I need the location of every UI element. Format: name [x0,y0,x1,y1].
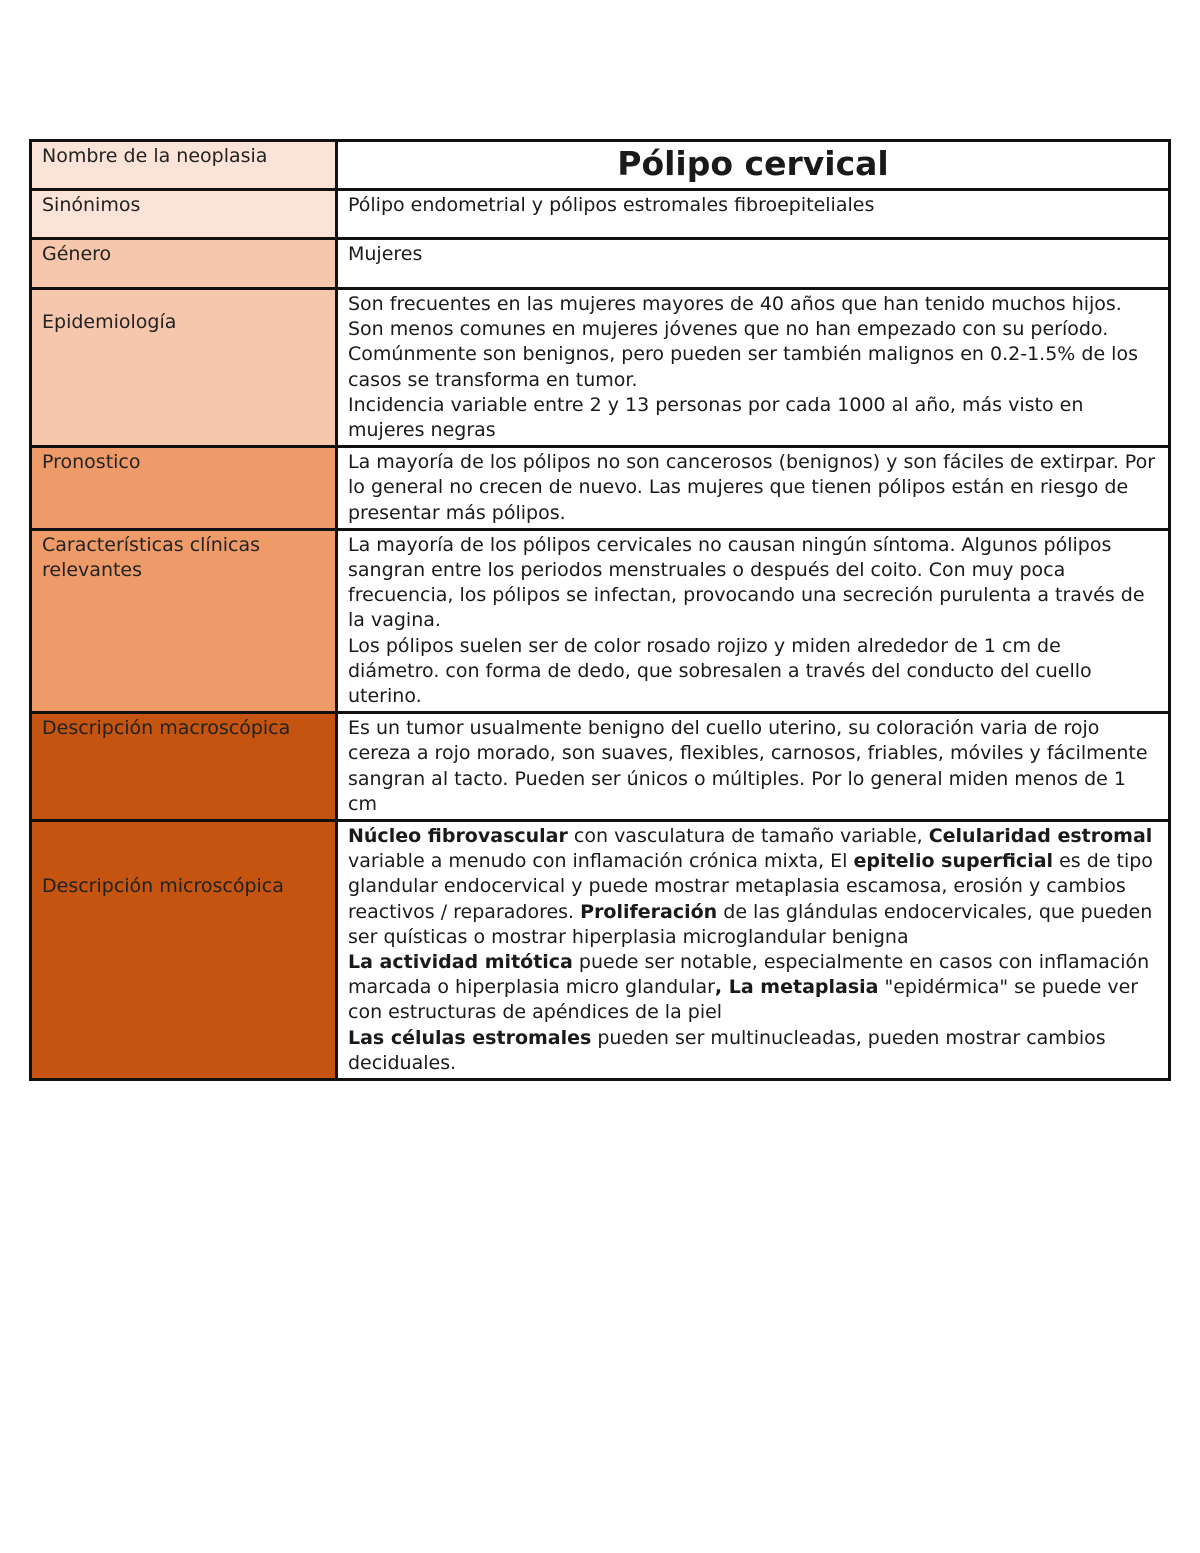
table-row [31,447,1170,530]
table-row [31,289,1170,447]
text-segment: con vasculatura de tamaño variable, [567,825,929,848]
table-row [31,713,1170,821]
table-row [31,821,1170,1080]
row-label-caracteristicas: Características clínicas relevantes [31,529,337,712]
row-value-genero: Mujeres [337,239,1170,289]
row-value-epidemiologia [337,289,1170,447]
text-segment: puede ser notable, especialmente en casos con inflamación marcada o hiperplasia micro glandular [348,951,1150,999]
row-label-epidemiologia: Epidemiología [31,289,337,447]
table-row [31,529,1170,712]
text-segment: "epidérmica" se puede ver con estructuras de apéndices de la piel [348,976,1139,1024]
row-value-pronostico: La mayoría de los pólipos no son cancerosos (benignos) y son fáciles de extirpar. Por lo general no crecen de nuevo. Las mujeres que tienen pólipos están en riesgo de presentar más pólipos. [337,447,1170,530]
text-segment: de las glándulas endocervicales, que pueden ser quísticas o mostrar hiperplasia microglandular benigna [348,900,1153,948]
row-label-nombre: Nombre de la neoplasia [31,141,337,190]
epidemiologia-paragraph: Son frecuentes en las mujeres mayores de 40 años que han tenido muchos hijos. Son menos comunes en mujeres jóvenes que no han empezado con su período. Comúnmente son benignos, pero pueden ser también malignos en 0.2-1.5% de los casos se transforma en tumor. [348,293,1138,391]
neoplasia-table [29,139,1171,1081]
bold-term: Núcleo fibrovascular [348,825,568,848]
text-segment: variable a menudo con inflamación crónica mixta, El [348,850,854,873]
row-label-genero: Género [31,239,337,289]
row-label-microscopica: Descripción microscópica [31,821,337,1080]
bold-term: Las células estromales [348,1026,592,1049]
neoplasia-title: Pólipo cervical [337,141,1170,190]
caracteristicas-paragraph: Los pólipos suelen ser de color rosado rojizo y miden alrededor de 1 cm de diámetro. con forma de dedo, que sobresalen a través del conducto del cuello uterino. [348,634,1092,708]
bold-term: epitelio superficial [853,850,1054,873]
bold-term: , La metaplasia [714,976,879,999]
row-value-macroscopica: Es un tumor usualmente benigno del cuello uterino, su coloración varia de rojo cereza a rojo morado, son suaves, flexibles, carnosos, friables, móviles y fácilmente sangran al tacto. Pueden ser únicos o múltiples. Por lo general miden menos de 1 cm [337,713,1170,821]
row-label-pronostico: Pronostico [31,447,337,530]
row-value-caracteristicas [337,529,1170,712]
microscopica-paragraph [348,950,1158,1026]
text-segment: es de tipo glandular endocervical y puede mostrar metaplasia escamosa, erosión y cambios reactivos / reparadores. [348,850,1153,923]
text-segment: pueden ser multinucleadas, pueden mostrar cambios deciduales. [348,1026,1106,1074]
table-row [31,190,1170,239]
table-row [31,239,1170,289]
bold-term: Celularidad estromal [928,825,1153,848]
microscopica-paragraph [348,1026,1158,1076]
row-value-microscopica [337,821,1170,1080]
row-label-sinonimos: Sinónimos [31,190,337,239]
bold-term: La actividad mitótica [348,951,573,974]
row-label-macroscopica: Descripción macroscópica [31,713,337,821]
row-value-sinonimos: Pólipo endometrial y pólipos estromales fibroepiteliales [337,190,1170,239]
bold-term: Proliferación [580,900,718,923]
table-row [31,141,1170,190]
epidemiologia-paragraph: Incidencia variable entre 2 y 13 personas por cada 1000 al año, más visto en mujeres negras [348,393,1084,442]
microscopica-paragraph [348,824,1158,950]
caracteristicas-paragraph: La mayoría de los pólipos cervicales no causan ningún síntoma. Algunos pólipos sangran entre los periodos menstruales o después del coito. Con muy poca frecuencia, los pólipos se infectan, provocando una secreción purulenta a través de la vagina. [348,533,1145,632]
